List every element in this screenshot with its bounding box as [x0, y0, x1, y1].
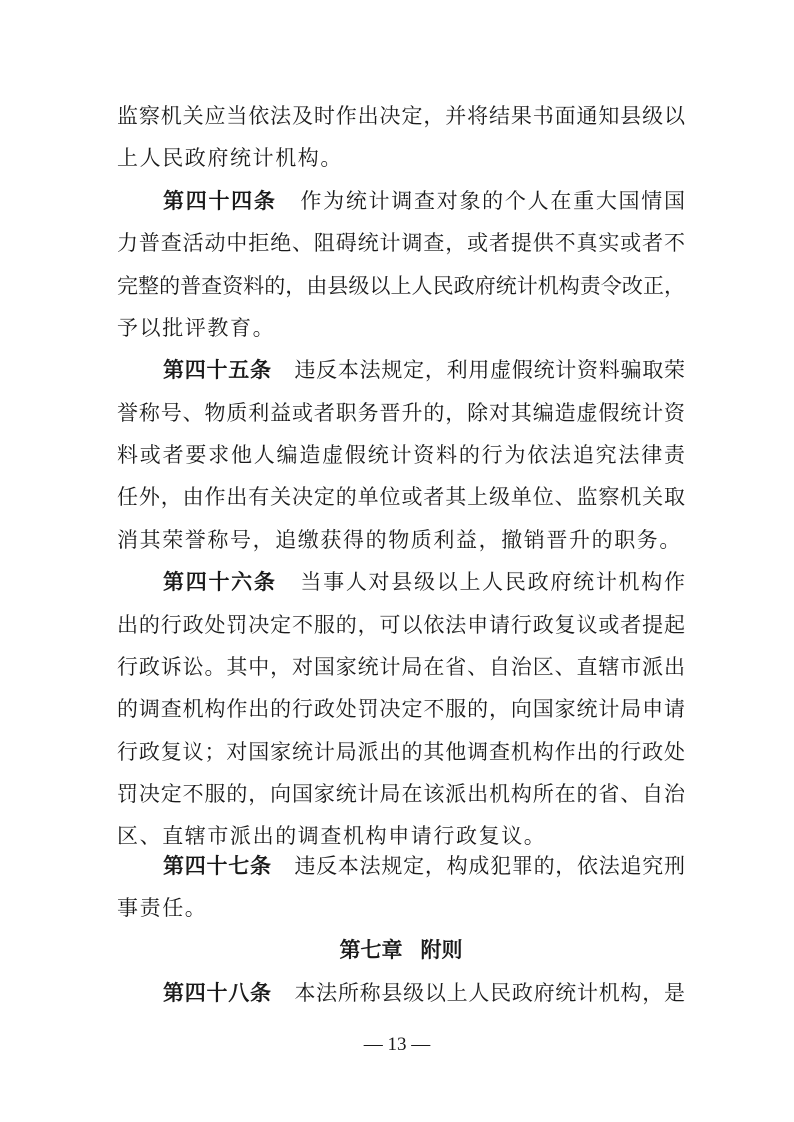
text-line: 力普查活动中拒绝、阻碍统计调查，或者提供不真实或者不 [117, 231, 685, 255]
text-line: 当事人对县级以上人民政府统计机构作 [298, 570, 686, 594]
text-line: 消其荣誉称号，追缴获得的物质利益，撤销晋升的职务。 [117, 528, 682, 552]
article-number: 第四十六条 [163, 570, 277, 594]
article-first-line [163, 846, 685, 886]
chapter-heading [117, 930, 685, 970]
text-line: 誉称号、物质利益或者职务晋升的，除对其编造虚假统计资 [117, 401, 685, 425]
chapter-title: 附则 [420, 938, 463, 962]
page-number: — 13 — [363, 1034, 431, 1055]
text-line: 出的行政处罚决定不服的，可以依法申请行政复议或者提起 [117, 613, 685, 637]
text-line: 罚决定不服的，向国家统计局在该派出机构所在的省、自治 [117, 782, 685, 806]
text-line: 予以批评教育。 [117, 316, 276, 340]
article-first-line [163, 562, 685, 602]
article-first-line [163, 973, 685, 1013]
text-line: 区、直辖市派出的调查机构申请行政复议。 [117, 824, 547, 848]
article-number: 第四十四条 [163, 189, 277, 213]
text-line: 的调查机构作出的行政处罚决定不服的，向国家统计局申请 [117, 697, 685, 721]
text-line: 上人民政府统计机构。 [117, 146, 343, 170]
text-line: 本法所称县级以上人民政府统计机构，是 [293, 981, 686, 1005]
article-number: 第四十八条 [163, 981, 272, 1005]
text-line: 行政诉讼。其中，对国家统计局在省、自治区、直辖市派出 [117, 655, 685, 679]
text-line: 完整的普查资料的，由县级以上人民政府统计机构责令改正， [117, 274, 685, 298]
text-line: 违反本法规定，利用虚假统计资料骗取荣 [293, 358, 686, 382]
article-first-line [163, 350, 685, 390]
article-number: 第四十五条 [163, 358, 272, 382]
article-first-line [163, 181, 685, 221]
text-line: 事责任。 [117, 896, 208, 920]
text-line: 作为统计调查对象的个人在重大国情国 [298, 189, 686, 213]
text-line: 行政复议；对国家统计局派出的其他调查机构作出的行政处 [117, 740, 685, 764]
text-line: 违反本法规定，构成犯罪的，依法追究刑 [293, 854, 686, 878]
text-line: 料或者要求他人编造虚假统计资料的行为依法追究法律责 [117, 443, 685, 467]
text-line: 监察机关应当依法及时作出决定，并将结果书面通知县级以 [117, 104, 685, 128]
article-number: 第四十七条 [163, 854, 272, 878]
text-line: 任外，由作出有关决定的单位或者其上级单位、监察机关取 [117, 485, 685, 509]
chapter-number: 第七章 [339, 938, 403, 962]
